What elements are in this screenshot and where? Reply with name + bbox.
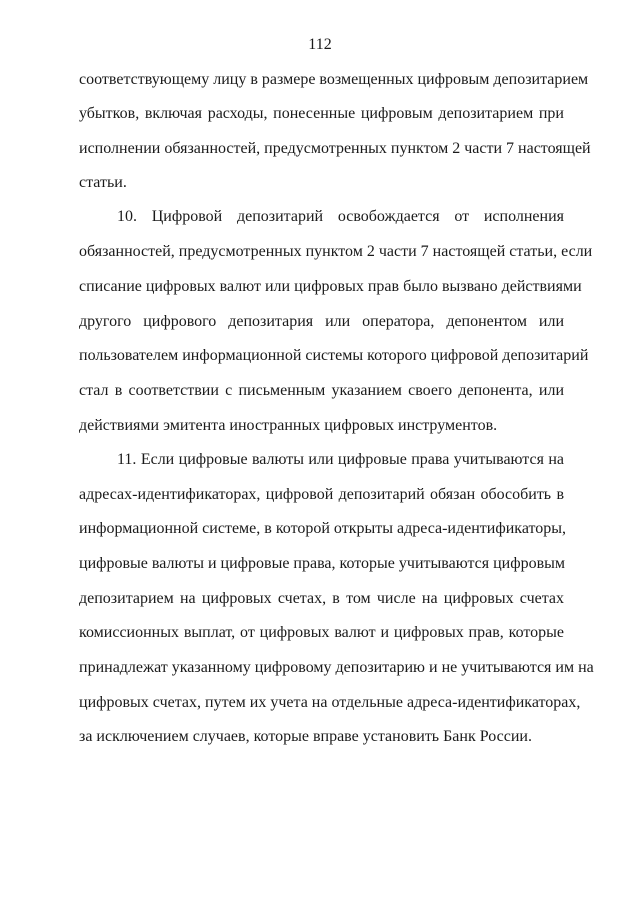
text-line: статьи. (79, 174, 127, 191)
text-line: 11. Если цифровые валюты или цифровые права учитываются на (117, 451, 564, 468)
text-line: за исключением случаев, которые вправе установить Банк России. (79, 728, 532, 745)
text-line: информационной системе, в которой открыты адреса-идентификаторы, (79, 520, 567, 537)
text-line: стал в соответствии с письменным указанием своего депонента, или (79, 382, 564, 399)
text-line: 10. Цифровой депозитарий освобождается от исполнения (117, 208, 564, 225)
text-line: соответствующему лицу в размере возмещенных цифровым депозитарием (79, 71, 589, 88)
page-number: 112 (308, 36, 332, 53)
text-line: исполнении обязанностей, предусмотренных пунктом 2 части 7 настоящей (79, 140, 591, 157)
text-line: цифровых счетах, путем их учета на отдельные адреса-идентификаторах, (79, 694, 581, 711)
text-line: депозитарием на цифровых счетах, в том числе на цифровых счетах (79, 590, 564, 607)
text-line: действиями эмитента иностранных цифровых инструментов. (79, 417, 498, 434)
text-line: комиссионных выплат, от цифровых валют и цифровых прав, которые (79, 624, 564, 641)
text-line: списание цифровых валют или цифровых прав было вызвано действиями (79, 278, 582, 295)
text-line: пользователем информационной системы которого цифровой депозитарий (79, 347, 589, 364)
text-line: другого цифрового депозитария или оператора, депонентом или (79, 313, 564, 330)
text-line: обязанностей, предусмотренных пунктом 2 части 7 настоящей статьи, если (79, 243, 593, 260)
text-line: убытков, включая расходы, понесенные цифровым депозитарием при (79, 105, 564, 122)
text-line: адресах-идентификаторах, цифровой депозитарий обязан обособить в (79, 486, 564, 503)
text-line: цифровые валюты и цифровые права, которые учитываются цифровым (79, 555, 566, 572)
text-line: принадлежат указанному цифровому депозитарию и не учитываются им на (79, 659, 594, 676)
